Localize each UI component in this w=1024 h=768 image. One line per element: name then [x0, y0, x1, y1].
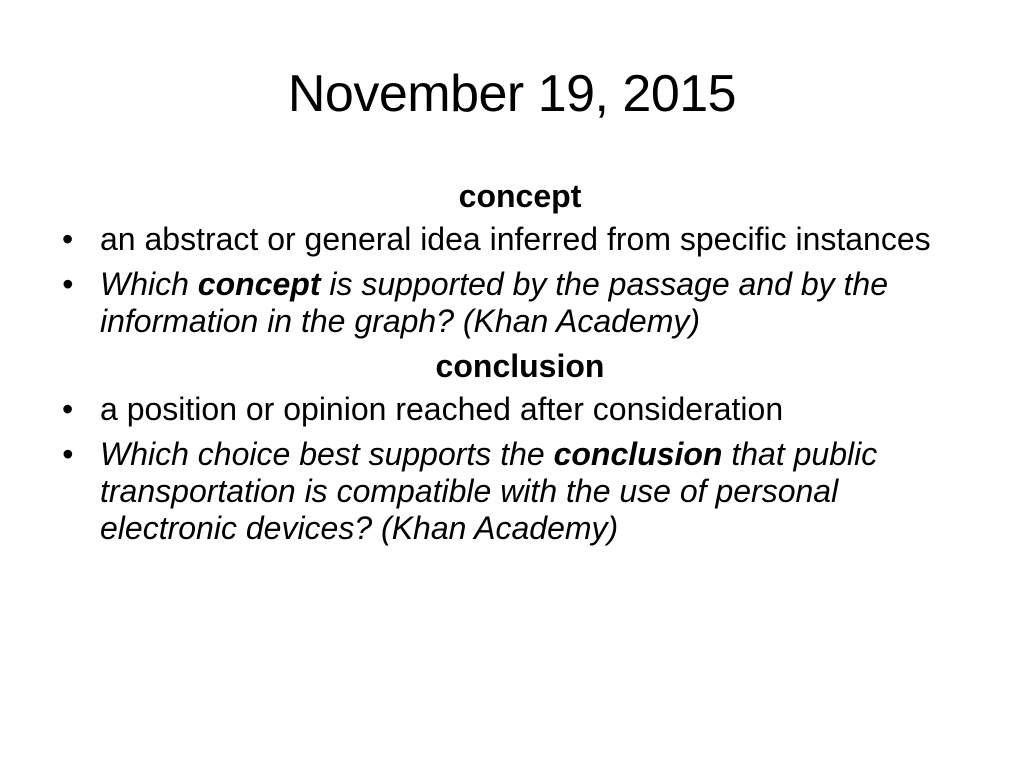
example-text-before: Which choice best supports the — [100, 436, 554, 472]
bullet-icon: • — [62, 221, 74, 257]
slide-title: November 19, 2015 — [287, 65, 737, 123]
example-text-before: Which — [100, 266, 198, 302]
term-heading: conclusion — [435, 348, 605, 384]
example-keyword: concept — [197, 266, 321, 302]
definition-text: a position or opinion reached after consideration — [100, 391, 784, 427]
definition-text: an abstract or general idea inferred from specific instances — [100, 221, 931, 257]
slide-content — [58, 178, 958, 555]
example-text-after: is supported by the passage and by the information in the graph? (Khan Academy) — [100, 266, 888, 339]
example-bullet — [58, 266, 958, 340]
example-bullet — [58, 436, 958, 547]
example-keyword: conclusion — [553, 436, 723, 472]
bullet-icon: • — [62, 266, 74, 302]
term-heading: concept — [458, 178, 582, 214]
example-text-after: that public transportation is compatible with the use of personal electronic devices? (Khan Academy) — [100, 436, 878, 546]
bullet-icon: • — [62, 436, 74, 472]
definition-bullet — [58, 221, 958, 258]
bullet-icon: • — [62, 391, 74, 427]
definition-bullet — [58, 391, 958, 428]
